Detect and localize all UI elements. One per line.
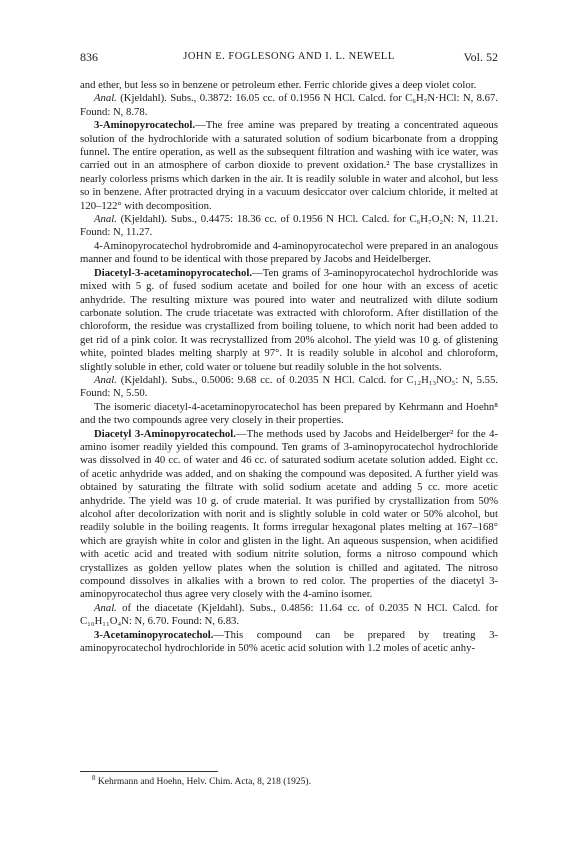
analysis-text: (Kjeldahl). Subs., 0.3872: 16.05 cc. of 0.1956 N HCl. Calcd. for C₆H₇N·HCl: N, 8.67. Found: N, 8.78. — [80, 92, 499, 118]
section-text: —The free amine was prepared by treating a concentrated aqueous solution of the hydrochloride with a saturated solution of sodium bicarbonate from a dropping funnel. The entire operation, as well as the subsequent filtration and washing with ice water, was carried out in an atmosphere of carbon dioxide to prevent oxidation.² The base crystallizes in nearly colorless prisms which darken in the air. It is readily soluble in water and alcohol, but less so in benzene. After protracted drying in a vacuum desiccator over calcium chloride, it melted at 120–122° with decomposition. — [80, 119, 498, 212]
analysis-2 — [80, 213, 498, 240]
footnote-mark: 8 — [92, 773, 96, 782]
page-number: 836 — [80, 50, 98, 64]
analysis-label: Anal. — [94, 601, 117, 614]
section-3-aminopyrocatechol — [80, 119, 498, 213]
section-text: —Ten grams of 3-aminopyrocatechol hydrochloride was mixed with 5 g. of fused sodium acetate and boiled for one hour with an excess of acetic anhydride. The resulting mixture was poured into water and neutralized with dilute sodium carbonate solution. The crude triacetate was extracted with chloroform. After distillation of the chloroform, the residue was crystallized from boiling toluene, to which norit had been added to get rid of a pink color. It was recrystallized from 20% alcohol. The yield was 10 g. of glistening white, pointed blades melting sharply at 97°. It is readily soluble in alcohol and chloroform, slightly soluble in ether, cold water or toluene but readily soluble in the hot solvents. — [80, 266, 498, 373]
volume-label: Vol. 52 — [463, 50, 498, 64]
analysis-label: Anal. — [94, 373, 117, 386]
running-header — [80, 50, 498, 66]
footnote — [80, 773, 498, 788]
section-title: 3-Aminopyrocatechol. — [94, 119, 196, 132]
analysis-text: (Kjeldahl). Subs., 0.4475: 18.36 cc. of 0.1956 N HCl. Calcd. for C₆H₇O₂N: N, 11.21. Found: N, 11.27. — [80, 213, 499, 239]
analysis-4 — [80, 602, 498, 629]
footnote-text: Kehrmann and Hoehn, Helv. Chim. Acta, 8, 218 (1925). — [97, 777, 311, 787]
analysis-label: Anal. — [94, 213, 117, 226]
footnote-divider — [80, 771, 218, 772]
analysis-text: (Kjeldahl). Subs., 0.5006: 9.68 cc. of 0.2035 N HCl. Calcd. for C₁₂H₁₃NO₅: N, 5.55. Found: N, 5.50. — [80, 373, 498, 400]
paragraph-8: The isomeric diacetyl-4-acetaminopyrocatechol has been prepared by Kehrmann and Hoehn⁸ and the two compounds agree very closely in their properties. — [80, 400, 498, 427]
header-authors: JOHN E. FOGLESONG AND I. L. NEWELL — [183, 51, 395, 62]
analysis-3 — [80, 374, 498, 401]
section-acetaminopyrocatechol — [80, 629, 498, 656]
paragraph-1: and ether, but less so in benzene or petroleum ether. Ferric chloride gives a deep violet color. — [80, 79, 477, 91]
analysis-text: of the diacetate (Kjeldahl). Subs., 0.4856: 11.64 cc. of 0.2035 N HCl. Calcd. for C₁₀H₁₁O₄N: N, 6.70. Found: N, 6.83. — [80, 601, 499, 628]
section-diacetyl-acetaminopyrocatechol — [80, 267, 498, 374]
article-body — [80, 79, 498, 655]
section-title: Diacetyl 3-Aminopyrocatechol. — [94, 427, 236, 440]
analysis-1 — [80, 92, 498, 119]
section-text: —The methods used by Jacobs and Heidelberger² for the 4-amino isomer readily yielded this compound. Ten grams of 3-aminopyrocatechol hydrochloride was dissolved in 40 cc. of water and 46 cc. of saturated sodium acetate solution added. Eight cc. of acetic anhydride was added, and on shaking the compound was deposited. A further yield was obtained by saturating the filtrate with solid sodium acetate and adding 5 cc. more acetic anhydride. The yield was 10 g. of crude material. It was purified by crystallization from 50% alcohol after decolorization with norit and is slightly soluble in cold water or 50% alcohol, but readily soluble in the boiling reagents. It forms irregular hexagonal plates melting at 167–168° which are grayish white in color and glisten in the light. An aqueous suspension, when acidified with acetic acid and treated with sodium nitrite solution, forms a nitroso compound which crystallizes as golden yellow plates when the solution is chilled and agitated. The nitroso compound dissolves in alkalies with a brown to red color. The properties of the diacetyl 3-aminopyrocatechol thus agree very closely with the 4-amino isomer. — [80, 427, 499, 601]
section-title: Diacetyl-3-acetaminopyrocatechol. — [94, 266, 252, 279]
section-text: —This compound can be prepared by treating 3-aminopyrocatechol hydrochloride in 50% acetic acid solution with 1.2 moles of acetic anhy- — [80, 628, 498, 655]
section-title: 3-Acetaminopyrocatechol. — [94, 628, 214, 641]
section-diacetyl-aminopyrocatechol — [80, 428, 498, 602]
paragraph-5: 4-Aminopyrocatechol hydrobromide and 4-aminopyrocatechol were prepared in an analogous manner and found to be identical with those prepared by Jacobs and Heidelberger. — [80, 239, 498, 266]
analysis-label: Anal. — [94, 92, 117, 105]
